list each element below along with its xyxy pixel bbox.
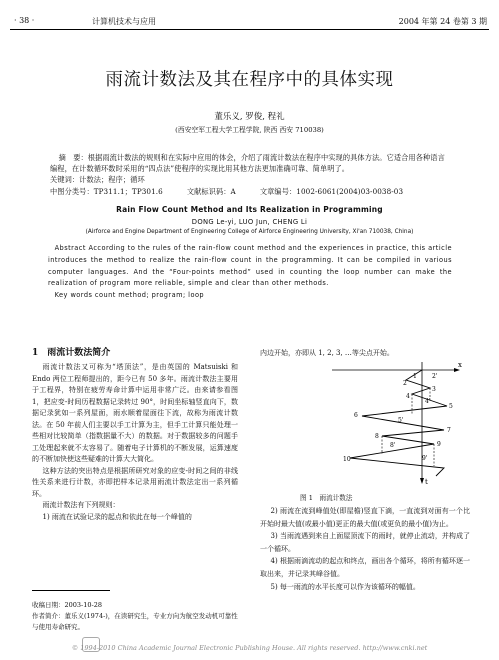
paragraph: 4) 根据雨滴流动的起点和终点，画出各个循环，将所有循环逐一取出来，并记录其峰谷值。 — [260, 557, 470, 578]
journal-issue: 2004 年第 24 卷第 3 期 — [398, 17, 487, 26]
point-label: 3 — [432, 386, 436, 393]
english-abstract-text: Abstract According to the rules of the rain-flow count method and the experiences in practice, this article introduces the method to realize the rain-flow count in the programming. It can be compiled in various computer languages. And the “Four-points method” used in counting the loop number can make the realization of program more reliable, simple and clear than other methods. — [48, 244, 452, 288]
english-affiliation: (Airforce and Engine Department of Engineering College of Airforce Engineering University, Xi'an 710038, China) — [85, 229, 414, 235]
point-label: 7 — [447, 427, 451, 434]
paper-affiliation: (西安空军工程大学工程学院, 陕西 西安 710038) — [175, 126, 324, 134]
paragraph: 雨流计数法又可称为“塔顶法”，是由英国的 Matsuiski 和 Endo 两位工程师提出的，距今已有 50 多年。雨流计数法主要用于工程界，特别在疲劳寿命计算中运用非常广泛。由来请参看图 1，把应变-时间历程数据记录转过 90°，时间坐标轴竖直向下，数据记录犹如一系列屋面，雨水顺着屋面往下流，故称为雨流计数法。在 50 年前人们主要以手工计算为主，但手工计算只能处理一些相对比较简单（指数据量不大）的数据。对于数据较多的问题手工处理起来就不太容易了。随着电子计算机的不断发展，运算速度的不断加快使这些疑难的计算大大简化。 — [32, 363, 238, 463]
point-label: 8 — [375, 433, 379, 440]
point-label: 4 — [406, 393, 410, 400]
copyright-footer: © 1994-2010 China Academic Journal Electronic Publishing House. All rights reserved. http://www.cnki.net — [71, 644, 428, 652]
header-rule — [10, 29, 489, 30]
paragraph: 2) 雨流在流到峰值处(即屋檐)竖直下滴，一直流到对面有一个比开始时最大值(或最小值)更正的最大值(或更负的最小值)为止。 — [260, 507, 470, 528]
paragraph: 这种方法的突出特点是根据所研究对象的应变-时间之间的非线性关系来进行计数，亦即把样本记录用雨流计数法定出一系列循环。 — [32, 466, 238, 498]
page-number: · 38 · — [14, 16, 35, 25]
point-label: 5 — [449, 403, 453, 410]
article-id: 文章编号：1002-6061(2004)03-0038-03 — [259, 186, 404, 196]
right-intro-text: 内边开始，亦即从 1, 2, 3, …等尖点开始。 — [260, 349, 394, 357]
classification-line — [50, 186, 452, 197]
figure-caption: 图 1 雨流计数法 — [300, 494, 353, 502]
document-code: 文献标识码：A — [186, 186, 236, 196]
paper-authors: 董乐义, 罗俊, 程礼 — [214, 112, 285, 122]
point-label: 4' — [425, 398, 431, 405]
x-axis-label: x — [458, 361, 462, 369]
paragraph: 1) 雨流在试验记录的起点和依此在每一个峰值的 — [42, 512, 192, 521]
point-label: 2 — [403, 380, 407, 387]
point-label: 9' — [422, 455, 428, 462]
clc-number: 中图分类号：TP311.1；TP301.6 — [50, 186, 163, 196]
point-label: 10 — [343, 456, 351, 463]
paper-title: 雨流计数法及其在程序中的具体实现 — [105, 70, 394, 90]
left-column — [32, 362, 238, 523]
paragraph: 雨流计数法有下列规则： — [42, 501, 120, 509]
english-title: Rain Flow Count Method and Its Realization in Programming — [116, 205, 383, 214]
abstract-text: 摘 要：根据雨流计数法的规则和在实际中应用的体会，介绍了雨流计数法在程序中实现的具体方法。它适合用各种语言编程，在计数循环数时采用的“四点法”使程序的实现比用其他方法更加准确可靠、简单明了。 — [50, 153, 445, 174]
point-label: 6 — [354, 412, 358, 419]
section-heading: 1 雨流计数法简介 — [32, 348, 111, 358]
point-label: 9 — [437, 441, 441, 448]
point-label: 8' — [390, 442, 396, 449]
t-axis-label: t — [425, 478, 428, 486]
paragraph: 5) 每一雨流的水平长度可以作为该循环的幅值。 — [270, 582, 420, 591]
keywords-cn: 关键词：计数法；程序；循环 — [50, 175, 145, 185]
english-authors: DONG Le-yi, LUO Jun, CHENG Li — [191, 218, 308, 226]
paragraph: 3) 当雨流遇到来自上面屋顶流下的雨时，就停止流动，并构成了一个循环。 — [260, 532, 470, 553]
rainflow-figure — [262, 358, 470, 486]
point-label: 5' — [398, 417, 404, 424]
t-axis-arrow — [420, 478, 424, 484]
chinese-abstract — [50, 152, 452, 197]
point-label: 1 — [413, 373, 417, 380]
footnote-rule — [32, 590, 110, 591]
footnote — [32, 600, 242, 633]
english-abstract — [48, 243, 452, 302]
right-column — [260, 505, 470, 593]
english-keywords: Key words count method; program; loop — [54, 291, 205, 300]
author-bio: 作者简介：董乐义(1974-)，在读研究生，专业方向为航空发动机可靠性与使用寿命研究。 — [32, 612, 238, 631]
journal-name: 计算机技术与应用 — [92, 17, 156, 26]
point-label: 2' — [432, 373, 438, 380]
received-date: 收稿日期：2003-10-28 — [32, 601, 102, 609]
